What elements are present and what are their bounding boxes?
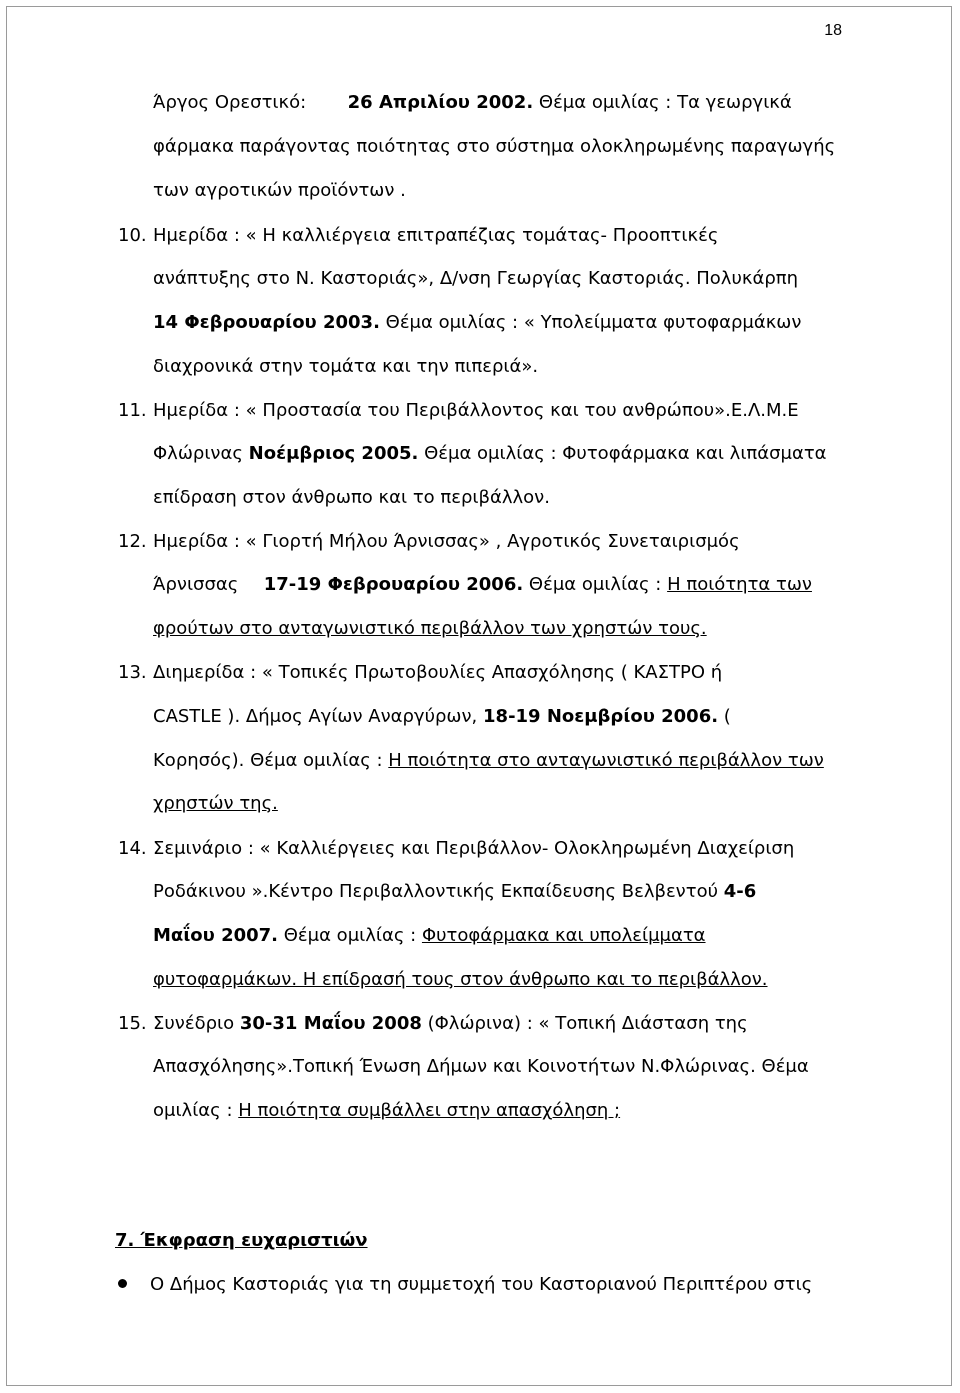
item11-date: Νοέμβριος 2005. (248, 443, 419, 464)
item9-line2 (153, 136, 843, 158)
item13-line3 (153, 750, 960, 772)
section7-heading: 7. Έκφραση ευχαριστιών (115, 1230, 368, 1251)
section7-bullet1-text: Ο Δήμος Καστοριάς για τη συμμετοχή του Καστοριανού Περιπτέρου στις (150, 1274, 813, 1295)
item12-line3 (153, 618, 960, 640)
bullet-icon (118, 1279, 127, 1288)
item10-line4 (153, 356, 960, 378)
item15-number: 15. (118, 1013, 147, 1034)
item13-text2b: ( (723, 706, 731, 727)
item15-line1 (153, 1013, 960, 1035)
item11-line3 (153, 487, 960, 509)
item14-text1: Σεμινάριο : « Καλλιέργειες και Περιβάλλον- Ολοκληρωμένη Διαχείριση (153, 838, 795, 859)
item12-date: 17-19 Φεβρουαρίου 2006. (263, 574, 524, 595)
item14-line1 (153, 838, 960, 860)
item14-label: Θέμα ομιλίας : (283, 925, 417, 946)
item11-number: 11. (118, 400, 147, 421)
item14-topic: Φυτοφάρμακα και υπολείμματα (421, 925, 706, 946)
item10-text1: Ημερίδα : « Η καλλιέργεια επιτραπέζιας τομάτας- Προοπτικές (153, 225, 719, 246)
item14-number: 14. (118, 838, 147, 859)
item9-date: 26 Απριλίου 2002. (347, 92, 534, 113)
item11-rest: Θέμα ομιλίας : Φυτοφάρμακα και λιπάσματα (424, 443, 827, 464)
item13-line4 (153, 793, 960, 815)
item12-line1 (153, 531, 960, 553)
item9-line3 (153, 180, 960, 202)
item10-text4: διαχρονικά στην τομάτα και την πιπεριά». (153, 356, 539, 377)
section7-bullet1 (150, 1274, 960, 1296)
item12-text3: φρούτων στο ανταγωνιστικό περιβάλλον των χρηστών τους. (153, 618, 707, 639)
item12-place: Άρνισσας (153, 574, 239, 595)
item11-text1: Ημερίδα : « Προστασία του Περιβάλλοντος και του ανθρώπου».Ε.Λ.Μ.Ε (153, 400, 799, 421)
item14-text4: φυτοφαρμάκων. Η επίδρασή τους στον άνθρωπο και το περιβάλλον. (153, 969, 768, 990)
item9-line1 (153, 92, 960, 114)
item13-number: 13. (118, 662, 147, 683)
item11-place: Φλώρινας (153, 443, 243, 464)
item12-text1: Ημερίδα : « Γιορτή Μήλου Άρνισσας» , Αγροτικός Συνεταιρισμός (153, 531, 740, 552)
item12-label: Θέμα ομιλίας : (528, 574, 662, 595)
item14-line3 (153, 925, 960, 947)
item10-text2: ανάπτυξης στο Ν. Καστοριάς», Δ/νση Γεωργίας Καστοριάς. Πολυκάρπη (153, 268, 799, 289)
item9-text2: φάρμακα παράγοντας ποιότητας στο σύστημα ολοκληρωμένης παραγωγής (153, 136, 836, 157)
item13-line1 (153, 662, 960, 684)
item15-date: 30-31 Μαΐου 2008 (239, 1013, 422, 1034)
item13-text4: χρηστών της. (153, 793, 278, 814)
item14-line4 (153, 969, 960, 991)
item12-line2 (153, 574, 960, 596)
item13-topic: Η ποιότητα στο ανταγωνιστικό περιβάλλον των (388, 750, 824, 771)
item15-label: ομιλίας : (153, 1100, 233, 1121)
item14-line2 (153, 881, 960, 903)
item10-line2 (153, 268, 960, 290)
item9-text3: των αγροτικών προϊόντων . (153, 180, 406, 201)
item11-line1 (153, 400, 960, 422)
page-number: 18 (824, 22, 842, 39)
item14-text2a: Ροδάκινου ».Κέντρο Περιβαλλοντικής Εκπαίδευσης Βελβεντού (153, 881, 719, 902)
item10-number: 10. (118, 225, 147, 246)
item12-number: 12. (118, 531, 147, 552)
item13-date: 18-19 Νοεμβρίου 2006. (483, 706, 719, 727)
item10-date: 14 Φεβρουαρίου 2003. (153, 312, 380, 333)
item15-line3 (153, 1100, 960, 1122)
item10-line3 (153, 312, 960, 334)
item15-text1b: (Φλώρινα) : « Τοπική Διάσταση της (427, 1013, 748, 1034)
item10-line1 (153, 225, 960, 247)
item10-rest: Θέμα ομιλίας : « Υπολείμματα φυτοφαρμάκων (385, 312, 802, 333)
item13-text1: Διημερίδα : « Τοπικές Πρωτοβουλίες Απασχόλησης ( ΚΑΣΤΡΟ ή (153, 662, 723, 683)
item13-line2 (153, 706, 960, 728)
item11-text3: επίδραση στον άνθρωπο και το περιβάλλον. (153, 487, 550, 508)
page-border (6, 6, 952, 1386)
item14-date-b: Μαΐου 2007. (153, 925, 279, 946)
item11-line2 (153, 443, 960, 465)
item15-topic: Η ποιότητα συμβάλλει στην απασχόληση ; (238, 1100, 621, 1121)
item15-text2: Απασχόλησης».Τοπική Ένωση Δήμων και Κοινοτήτων Ν.Φλώρινας. Θέμα (153, 1056, 809, 1077)
item9-rest: Θέμα ομιλίας : Τα γεωργικά (538, 92, 792, 113)
item13-text3a: Κορησός). Θέμα ομιλίας : (153, 750, 383, 771)
item13-text2a: CASTLE ). Δήμος Αγίων Αναργύρων, (153, 706, 478, 727)
item14-date-a: 4-6 (723, 881, 757, 902)
item9-place: Άργος Ορεστικό: (153, 92, 307, 113)
item12-topic: Η ποιότητα των (667, 574, 812, 595)
item15-text1a: Συνέδριο (153, 1013, 235, 1034)
item15-line2 (153, 1056, 960, 1078)
